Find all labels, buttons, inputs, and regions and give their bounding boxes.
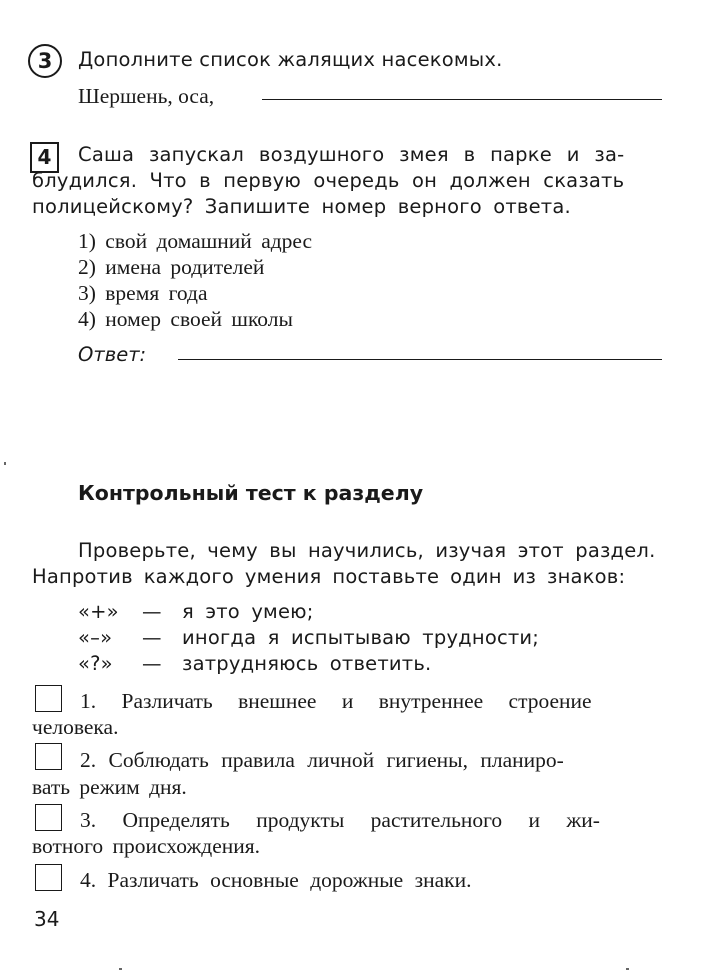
skill-1-text: 1. Различать внешнее и внутреннее строение [80,689,592,713]
task-4-question-line-2: блудился. Что в первую очередь он должен сказать [32,169,625,192]
task-4-option: 4) номер своей школы [78,307,293,331]
intro-line: Проверьте, чему вы научились, изучая этот раздел. [78,539,656,562]
task-4-option: 2) имена родителей [78,255,265,279]
task-3-prefix: Шершень, оса, [78,84,215,108]
skill-2-line-1: 2. Соблюдать правила личной гигиены, планиро- [80,748,564,772]
skill-3-line-1: 3. Определять продукты растительного и жи- [80,808,600,832]
legend-meaning: затрудняюсь ответить. [182,652,432,675]
skill-3-line-2: вотного происхождения. [32,834,261,858]
legend-dash: — [142,600,162,623]
scan-speck [626,968,629,970]
legend-dash: — [142,652,162,675]
task-3-answer-line[interactable] [262,99,662,100]
skill-4-checkbox[interactable] [35,864,62,891]
task-4-question-line-3: полицейскому? Запишите номер верного ответа. [32,195,571,218]
section-title: Контрольный тест к разделу [78,481,424,505]
skill-2-line-2: вать режим дня. [32,775,187,799]
skill-1-checkbox[interactable] [35,685,62,712]
task-3-question: Дополните список жалящих насекомых. [78,48,503,71]
answer-label: Ответ: [78,343,147,366]
scan-speck [119,968,122,970]
legend-sign: «–» [78,626,113,649]
legend-meaning: я это умею; [182,600,314,623]
task-4-option: 1) свой домашний адрес [78,229,313,253]
legend-sign: «+» [78,600,119,623]
skill-4-line-1: 4. Различать основные дорожные знаки. [80,868,472,892]
task-4-question-text-1: Саша запускал воздушного змея в парке и за- [78,143,625,166]
scan-speck [4,462,6,465]
task-4-answer-line[interactable] [178,359,662,360]
skill-1-line-2: человека. [32,715,119,739]
page-number: 34 [34,907,60,931]
legend-sign: «?» [78,652,113,675]
skill-3-checkbox[interactable] [35,804,62,831]
skill-2-checkbox[interactable] [35,743,62,770]
task-4-option: 3) время года [78,281,208,305]
task-4-question-line-1 [78,143,662,166]
task-3-number: 3 [28,44,62,78]
legend-dash: — [142,626,162,649]
intro-line: Напротив каждого умения поставьте один из знаков: [32,565,626,588]
skill-1-line-1 [80,689,664,714]
legend-meaning: иногда я испытываю трудности; [182,626,540,649]
task-4-number: 4 [30,142,59,173]
